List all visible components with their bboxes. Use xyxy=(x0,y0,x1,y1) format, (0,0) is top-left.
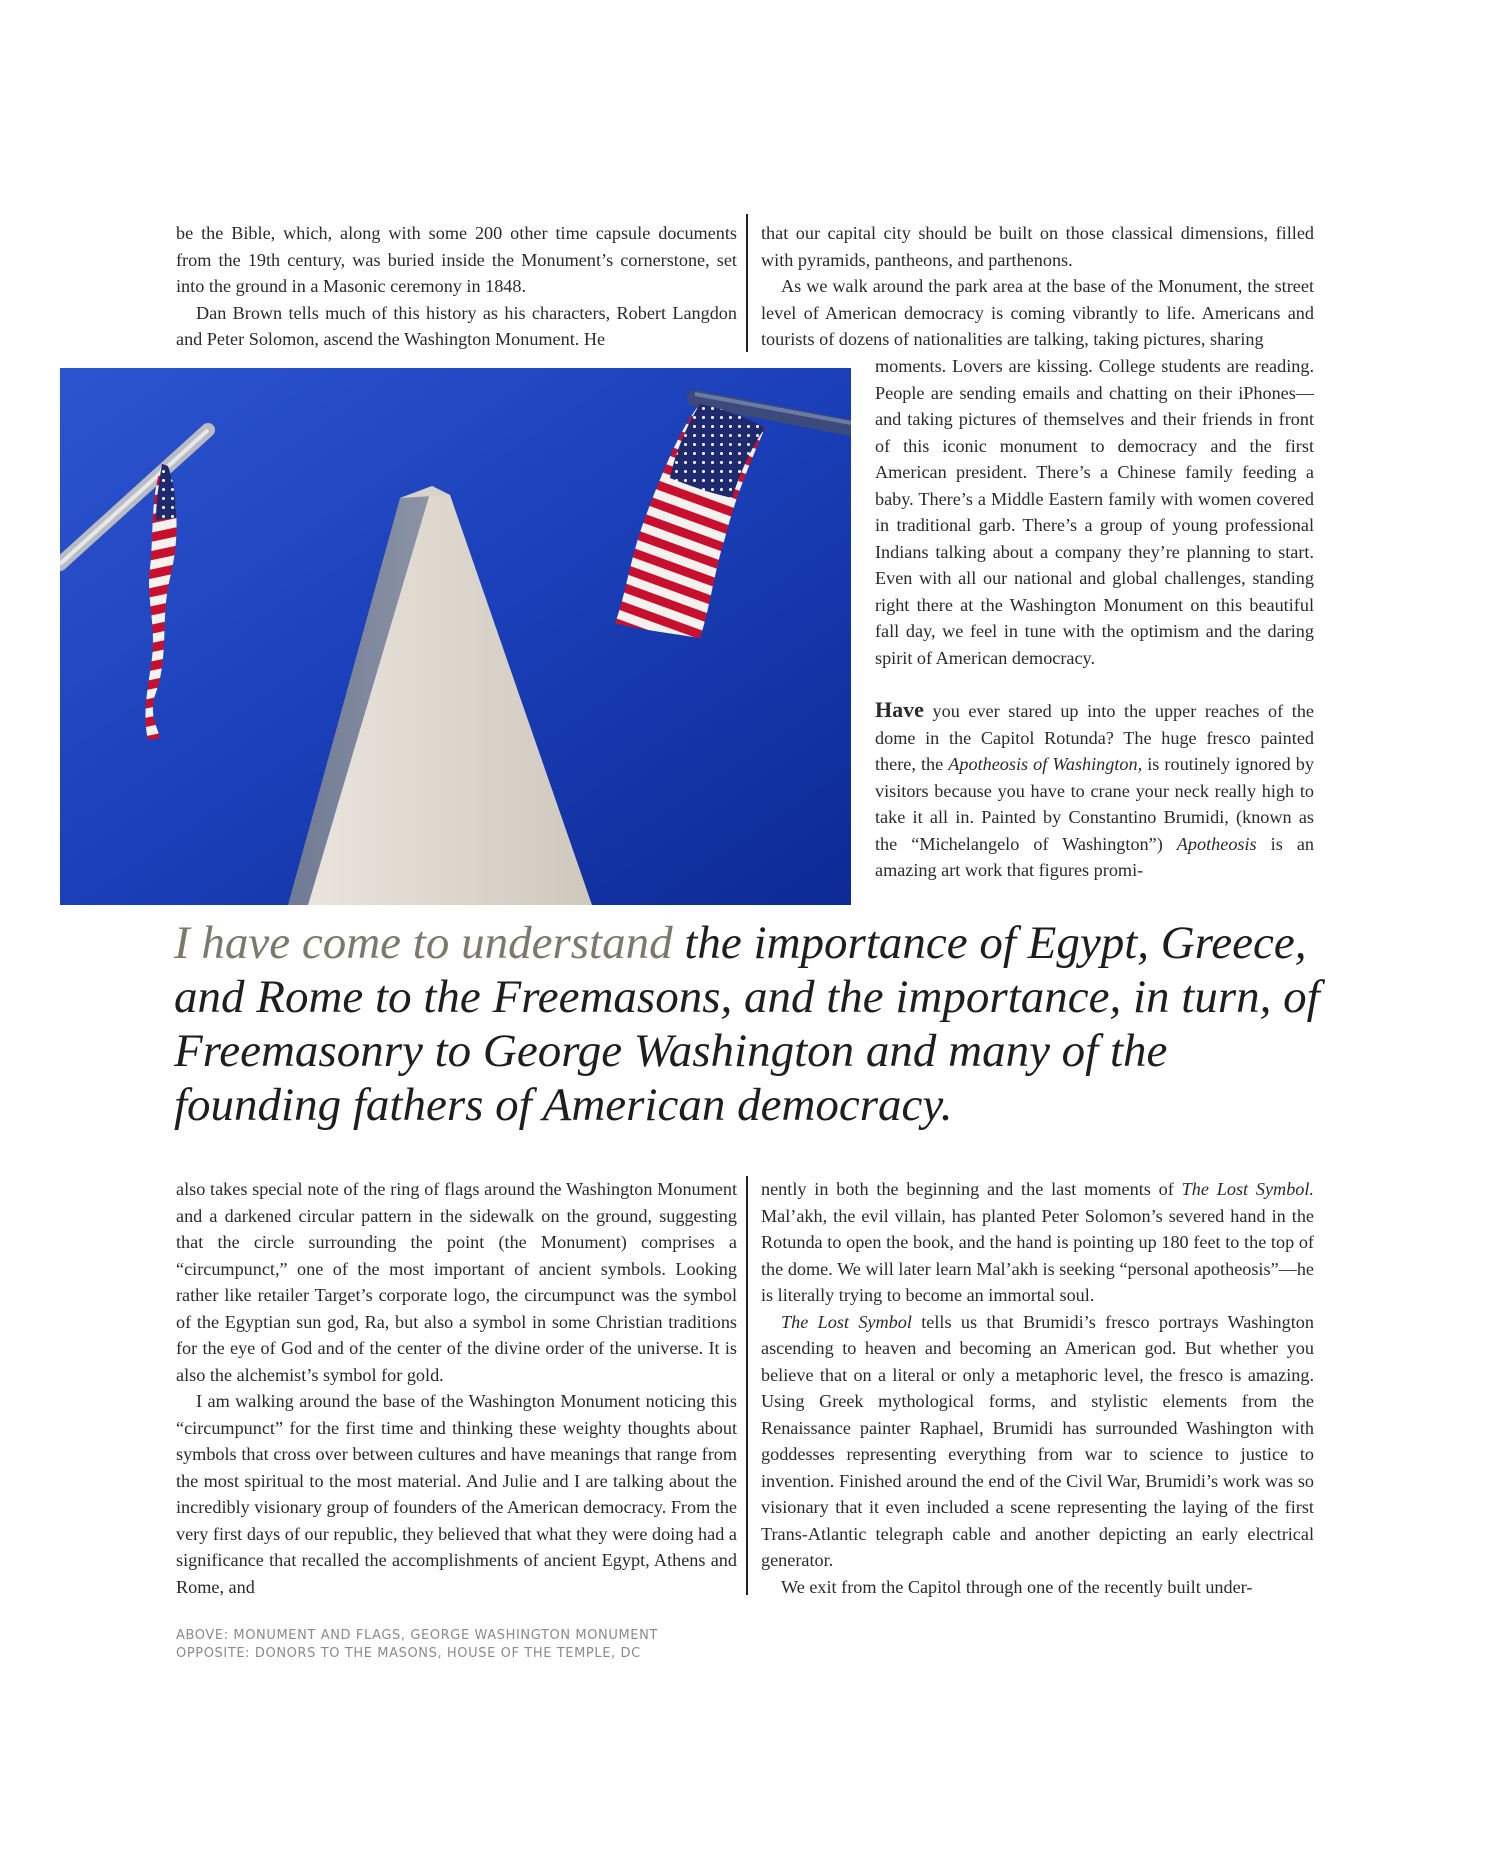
caption-above: ABOVE: MONUMENT AND FLAGS, GEORGE WASHINGTON MONUMENT xyxy=(176,1628,658,1643)
top-right-column xyxy=(761,220,1314,353)
monument-and-flags-photo xyxy=(60,368,851,905)
column-divider xyxy=(746,214,748,352)
paragraph xyxy=(875,697,1314,884)
italic-title: The Lost Symbol xyxy=(781,1311,912,1332)
text-run: tells us that Brumidi’s fresco portrays Washington ascending to heaven and becoming an American god. But whether you believe that on a literal or only a metaphoric level, the fresco is amazing. Using Greek mythological forms, and stylistic elements from the Renaissance painter Raphael, Brumidi has surrounded Washington with goddesses representing everything from war to science to justice to invention. Finished around the end of the Civil War, Brumidi’s work was so visionary that it even included a scene representing the laying of the first Trans-Atlantic telegraph cable and another depicting an early electrical generator. xyxy=(761,1311,1314,1570)
pull-quote xyxy=(174,916,1324,1132)
bottom-left-column xyxy=(176,1176,737,1600)
column-divider xyxy=(746,1176,748,1595)
caption-opposite: OPPOSITE: DONORS TO THE MASONS, HOUSE OF THE TEMPLE, DC xyxy=(176,1646,641,1661)
paragraph: Dan Brown tells much of this history as his characters, Robert Langdon and Peter Solomon, ascend the Washington Monument. He xyxy=(176,302,737,349)
monument-photo-illustration xyxy=(60,368,851,905)
text-run: nently in both the beginning and the last moments of xyxy=(761,1179,1182,1199)
pull-quote-rest: the importance of Egypt, Greece, and Rome to the Freemasons, and the importance, in turn, of Freemasonry to George Washington and many of the founding fathers of American democracy. xyxy=(174,917,1320,1131)
text-run: is an amazing art work that figures promi- xyxy=(875,833,1314,880)
text-run: you ever stared up into the upper reaches of the dome in the Capitol Rotunda? The huge fresco painted there, the xyxy=(875,701,1314,774)
italic-title: The Lost Symbol. xyxy=(1181,1179,1314,1199)
pull-quote-lead: I have come to understand xyxy=(174,917,673,969)
bottom-right-column xyxy=(761,1176,1314,1600)
paragraph: As we walk around the park area at the base of the Monument, the street level of American democracy is coming vibrantly to life. Americans and tourists of dozens of nationalities are talking, taking pictures, sharing xyxy=(761,276,1314,349)
paragraph: moments. Lovers are kissing. College students are reading. People are sending emails and chatting on their iPhones—and taking pictures of themselves and their friends in front of this iconic monument to democracy and the first American president. There’s a Chinese family feeding a baby. There’s a Middle Eastern family with women covered in traditional garb. There’s a group of young professional Indians talking about a company they’re planning to start. Even with all our national and global challenges, standing right there at the Washington Monument on this beautiful fall day, we feel in tune with the optimism and the daring spirit of American democracy. xyxy=(875,356,1314,668)
top-left-column xyxy=(176,220,737,353)
paragraph: that our capital city should be built on those classical dimensions, filled with pyramids, pantheons, and parthenons. xyxy=(761,223,1314,270)
paragraph: We exit from the Capitol through one of the recently built under- xyxy=(781,1576,1253,1597)
paragraph: I am walking around the base of the Washington Monument noticing this “circumpunct” for the first time and thinking these weighty thoughts about symbols that cross over between cultures and have meanings that range from the most spiritual to the most material. And Julie and I are talking about the incredibly visionary group of founders of the American democracy. From the very first days of our republic, they believed that what they were doing had a significance that recalled the accomplishments of ancient Egypt, Athens and Rome, and xyxy=(176,1391,737,1597)
paragraph: be the Bible, which, along with some 200 other time capsule documents from the 19th century, was buried inside the Monument’s cornerstone, set into the ground in a Masonic ceremony in 1848. xyxy=(176,223,737,296)
italic-title: Apotheosis xyxy=(1176,833,1257,854)
italic-title: Apotheosis of Washington, xyxy=(948,754,1143,774)
paragraph: also takes special note of the ring of flags around the Washington Monument and a darkened circular pattern in the sidewalk on the ground, suggesting that the circle surrounding the point (the Monument) comprises a “circumpunct,” one of the most important of ancient symbols. Looking rather like retailer Target’s corporate logo, the circumpunct was the symbol of the Egyptian sun god, Ra, but also a symbol in some Christian traditions for the eye of God and of the center of the divine order of the universe. It is also the alchemist’s symbol for gold. xyxy=(176,1179,737,1385)
photo-captions xyxy=(176,1627,658,1663)
paragraph xyxy=(761,1176,1314,1309)
paragraph xyxy=(761,1309,1314,1574)
run-in-word: Have xyxy=(875,697,924,722)
text-run: Mal’akh, the evil villain, has planted Peter Solomon’s severed hand in the Rotunda to open the book, and the hand is pointing up 180 feet to the top of the dome. We will later learn Mal’akh is seeking “personal apotheosis”—he is literally trying to become an immortal soul. xyxy=(761,1205,1314,1305)
text-run: is routinely ignored by visitors because you have to crane your neck really high to take it all in. Painted by Constantino Brumidi, (known as the “Michelangelo of Washington”) xyxy=(875,754,1314,854)
right-wrap-column xyxy=(875,353,1314,884)
